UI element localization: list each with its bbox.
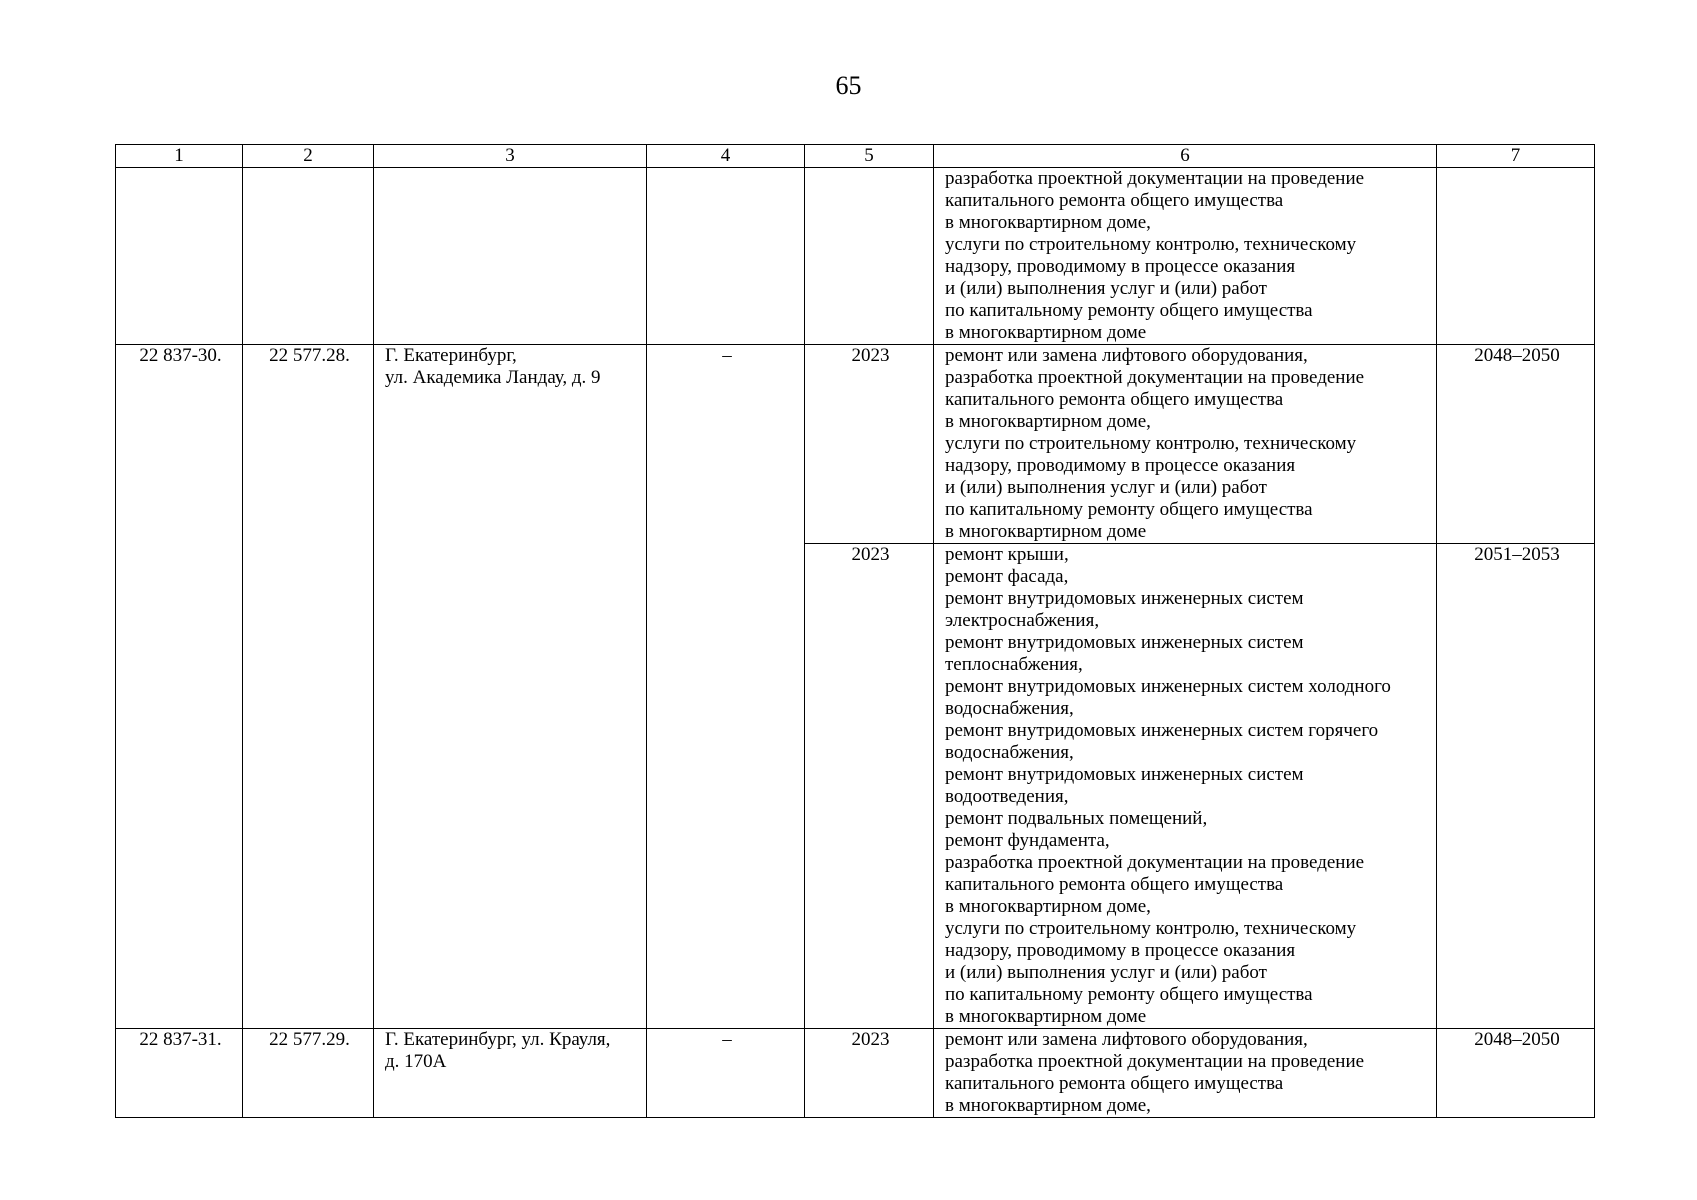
works-cell: [934, 345, 1437, 544]
work-line: капитального ремонта общего имущества: [945, 190, 1284, 211]
continuation-period-cell: [1437, 168, 1595, 345]
column-header-4: 4: [647, 145, 805, 168]
sub-number-cell: 22 577.28.: [243, 345, 374, 1029]
continuation-col2-cell: [243, 168, 374, 345]
work-line: разработка проектной документации на проведение: [945, 852, 1365, 873]
col4-cell: –: [647, 345, 805, 1029]
year-cell: 2023: [805, 544, 934, 1029]
period-cell: 2051–2053: [1437, 544, 1595, 1029]
work-line: ремонт или замена лифтового оборудования,: [945, 345, 1308, 366]
column-header-2: 2: [243, 145, 374, 168]
work-line: ремонт внутридомовых инженерных систем горячего: [945, 720, 1379, 741]
work-line: и (или) выполнения услуг и (или) работ: [945, 278, 1267, 299]
work-line: в многоквартирном доме: [945, 1006, 1147, 1027]
address-line: ул. Академика Ландау, д. 9: [385, 367, 601, 388]
works-cell: [934, 544, 1437, 1029]
work-line: капитального ремонта общего имущества: [945, 1073, 1284, 1094]
work-line: теплоснабжения,: [945, 654, 1083, 675]
work-line: ремонт или замена лифтового оборудования,: [945, 1029, 1308, 1050]
work-line: в многоквартирном доме: [945, 521, 1147, 542]
work-line: ремонт крыши,: [945, 544, 1069, 565]
continuation-row: [116, 168, 1595, 345]
work-line: водоснабжения,: [945, 698, 1074, 719]
period-cell: 2048–2050: [1437, 345, 1595, 544]
work-line: по капитальному ремонту общего имущества: [945, 499, 1313, 520]
work-line: услуги по строительному контролю, техническому: [945, 433, 1357, 454]
work-line: услуги по строительному контролю, техническому: [945, 918, 1357, 939]
work-line: в многоквартирном доме,: [945, 1095, 1151, 1116]
work-line: в многоквартирном доме,: [945, 212, 1151, 233]
work-line: надзору, проводимому в процессе оказания: [945, 256, 1296, 277]
address-cell: [374, 345, 647, 1029]
year-cell: 2023: [805, 1029, 934, 1118]
work-line: в многоквартирном доме,: [945, 896, 1151, 917]
table-row: [116, 345, 1595, 544]
capital-repair-table: [115, 144, 1595, 1118]
work-line: в многоквартирном доме,: [945, 411, 1151, 432]
header-row: [116, 145, 1595, 168]
address-line: Г. Екатеринбург, ул. Крауля,: [385, 1029, 611, 1050]
work-line: в многоквартирном доме: [945, 322, 1147, 343]
work-line: водоснабжения,: [945, 742, 1074, 763]
work-line: разработка проектной документации на проведение: [945, 168, 1365, 189]
work-line: и (или) выполнения услуг и (или) работ: [945, 477, 1267, 498]
continuation-year-cell: [805, 168, 934, 345]
work-line: ремонт внутридомовых инженерных систем: [945, 764, 1304, 785]
work-line: ремонт внутридомовых инженерных систем: [945, 588, 1304, 609]
work-line: капитального ремонта общего имущества: [945, 389, 1284, 410]
page-number: 65: [835, 71, 862, 100]
continuation-col4-cell: [647, 168, 805, 345]
work-line: разработка проектной документации на проведение: [945, 367, 1365, 388]
column-header-3: 3: [374, 145, 647, 168]
address-line: д. 170А: [385, 1051, 447, 1072]
col4-cell: –: [647, 1029, 805, 1118]
column-header-6: 6: [934, 145, 1437, 168]
period-cell: 2048–2050: [1437, 1029, 1595, 1118]
work-line: ремонт внутридомовых инженерных систем холодного: [945, 676, 1391, 697]
works-cell: [934, 1029, 1437, 1118]
work-line: по капитальному ремонту общего имущества: [945, 300, 1313, 321]
table-row: [116, 1029, 1595, 1118]
column-header-7: 7: [1437, 145, 1595, 168]
work-line: электроснабжения,: [945, 610, 1100, 631]
row-number-cell: 22 837-30.: [116, 345, 243, 1029]
work-line: разработка проектной документации на проведение: [945, 1051, 1365, 1072]
row-number-cell: 22 837-31.: [116, 1029, 243, 1118]
continuation-works-cell: [934, 168, 1437, 345]
work-line: надзору, проводимому в процессе оказания: [945, 455, 1296, 476]
work-line: и (или) выполнения услуг и (или) работ: [945, 962, 1267, 983]
address-cell: [374, 1029, 647, 1118]
column-header-1: 1: [116, 145, 243, 168]
work-line: надзору, проводимому в процессе оказания: [945, 940, 1296, 961]
work-line: ремонт фундамента,: [945, 830, 1110, 851]
work-line: ремонт фасада,: [945, 566, 1069, 587]
sub-number-cell: 22 577.29.: [243, 1029, 374, 1118]
work-line: капитального ремонта общего имущества: [945, 874, 1284, 895]
work-line: по капитальному ремонту общего имущества: [945, 984, 1313, 1005]
year-cell: 2023: [805, 345, 934, 544]
continuation-address-cell: [374, 168, 647, 345]
column-header-5: 5: [805, 145, 934, 168]
continuation-col1-cell: [116, 168, 243, 345]
address-line: Г. Екатеринбург,: [385, 345, 517, 366]
work-line: услуги по строительному контролю, техническому: [945, 234, 1357, 255]
work-line: водоотведения,: [945, 786, 1069, 807]
work-line: ремонт внутридомовых инженерных систем: [945, 632, 1304, 653]
work-line: ремонт подвальных помещений,: [945, 808, 1208, 829]
